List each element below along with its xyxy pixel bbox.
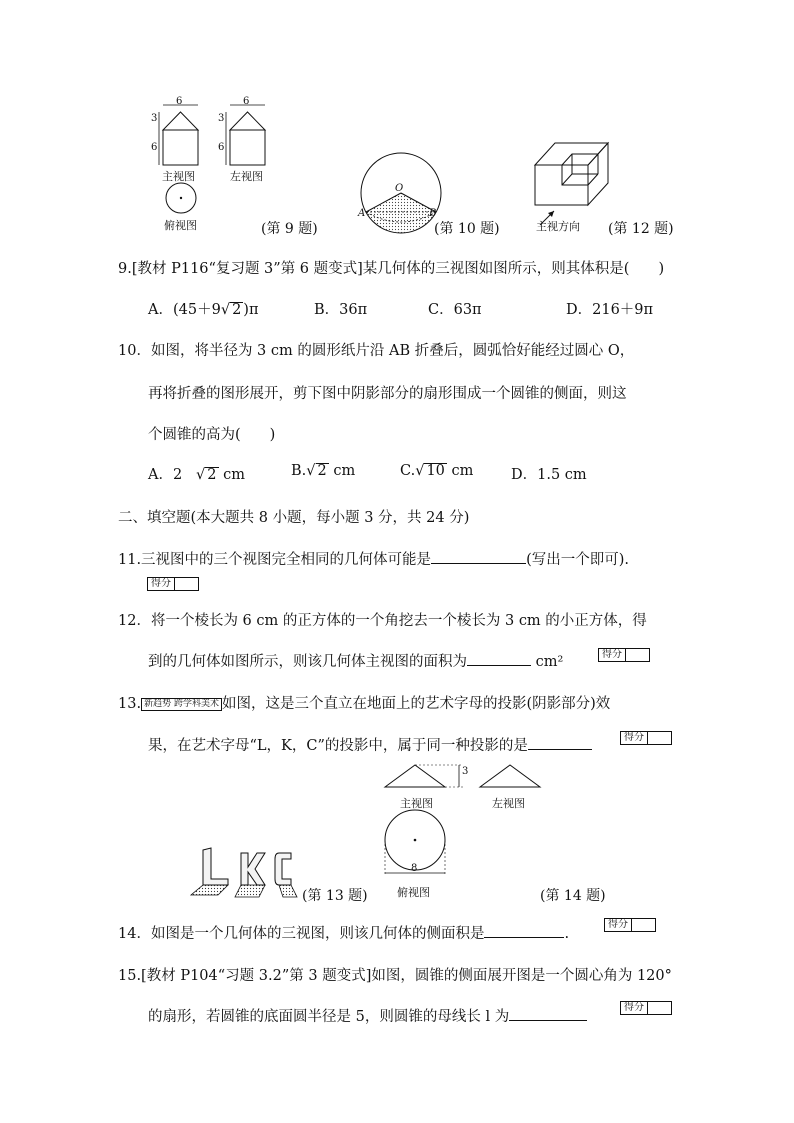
sqrt-symbol: √ [220,302,231,318]
q15-line-2-pre: 的扇形，若圆锥的底面圆半径是 5，则圆锥的母线长 l 为 [148,1009,510,1025]
q11-text-pre: 11.三视图中的三个视图完全相同的几何体可能是 [118,552,432,568]
q10-point-O: O [395,183,404,194]
score-label: 得分 [621,732,648,744]
q11-answer-blank[interactable] [431,549,526,564]
sqrt-symbol: √ [415,463,425,479]
q12-line-2-pre: 到的几何体如图所示，则该几何体主视图的面积为 [148,654,467,670]
q14-top-view-label: 俯视图 [397,886,430,899]
q9-h2-label-1: 6 [151,142,158,153]
q10-option-c-post: cm [451,463,474,479]
q10-option-c [400,463,473,479]
q9-top-view-label: 俯视图 [164,219,197,232]
figure-q12 [530,135,615,230]
q9-width-label-2: 6 [243,96,250,107]
q10-figure-caption: (第 10 题) [434,221,500,237]
q10-option-a-post: cm [223,467,245,483]
q12-figure-caption: (第 12 题) [608,221,674,237]
q13-line-2-pre: 果，在艺术字母“L，K，C”的投影中，属于同一种投影的是 [148,738,528,754]
q10-option-c-pre: C. [400,463,416,479]
score-label: 得分 [605,919,632,931]
q10-point-B: B [429,208,437,219]
q10-option-b-post: cm [333,463,356,479]
q9-option-a-post: )π [243,302,259,318]
q15-line-2 [148,1005,587,1026]
q9-option-c: C．63π [428,302,482,318]
q13-badge [141,698,222,711]
q9-front-view-label: 主视图 [162,170,195,183]
q11-text-post: (写出一个即可). [526,552,629,568]
q10-option-a [148,463,245,484]
q14-answer-blank[interactable] [484,923,564,938]
q13-answer-blank[interactable] [528,735,592,750]
q10-option-b-radicand: 2 [317,463,327,479]
q14-score-box[interactable] [604,918,656,932]
q13-line-1 [118,692,610,713]
q11-text [118,548,629,569]
q12-line-2 [148,650,563,671]
q10-line-1: 10．如图，将半径为 3 cm 的圆形纸片沿 AB 折叠后，圆弧恰好能经过圆心 O， [118,343,635,359]
q13-score-box[interactable] [620,731,672,745]
score-label: 得分 [621,1002,648,1014]
q10-option-b [291,463,355,479]
q14-text [118,922,569,943]
q14-figure-caption: (第 14 题) [540,888,606,904]
q14-text-post: . [564,926,570,942]
q10-line-3: 个圆锥的高为( ) [148,427,276,443]
q13-number: 13. [118,696,142,712]
sqrt-symbol: √ [196,467,206,483]
q12-score-box[interactable] [598,648,650,662]
q9-left-view-label: 左视图 [230,170,263,183]
q12-line-1: 12．将一个棱长为 6 cm 的正方体的一个角挖去一个棱长为 3 cm 的小正方体，得 [118,613,647,629]
q13-line-1-text: 如图，这是三个直立在地面上的艺术字母的投影(阴影部分)效 [221,696,611,712]
section-2-heading: 二、填空题(本大题共 8 小题，每小题 3 分，共 24 分) [118,510,470,526]
q14-height-label: 3 [462,766,469,777]
q10-option-a-pre: A．2 [148,467,183,483]
q13-line-2 [148,734,592,755]
q15-answer-blank[interactable] [509,1006,587,1021]
q11-score-box[interactable] [147,577,199,591]
q9-h2-label-2: 6 [218,142,225,153]
q9-figure-caption: (第 9 题) [261,221,318,237]
q9-h1-label-1: 3 [151,113,158,124]
q9-h1-label-2: 3 [218,113,225,124]
q9-option-d: D．216＋9π [566,302,654,318]
q14-left-view-label: 左视图 [492,797,525,810]
q14-text-pre: 14．如图是一个几何体的三视图，则该几何体的侧面积是 [118,926,485,942]
figure-q13 [183,845,308,900]
q10-option-c-radicand: 10 [426,463,445,479]
score-label: 得分 [148,578,175,590]
q14-diameter-label: 8 [411,863,418,874]
q13-figure-caption: (第 13 题) [302,888,368,904]
q12-view-direction-label: 主视方向 [536,220,580,233]
q10-line-2: 再将折叠的图形展开，剪下图中阴影部分的扇形围成一个圆锥的侧面，则这 [148,386,627,402]
score-label: 得分 [599,649,626,661]
sqrt-symbol: √ [306,463,316,479]
q10-option-a-radicand: 2 [207,467,217,483]
q9-width-label-1: 6 [176,96,183,107]
q12-answer-blank[interactable] [467,651,531,666]
q10-point-A: A [358,208,366,219]
figure-q9 [150,95,280,235]
q12-unit: cm² [535,654,564,670]
q13-badge-subject: 跨学科美术 [173,698,219,709]
q9-option-b: B．36π [314,302,368,318]
q10-option-d: D．1.5 cm [511,467,587,483]
q9-option-a [148,298,258,319]
q9-stem: 9.[教材 P116“复习题 3”第 6 题变式]某几何体的三视图如图所示，则其体积是( ) [118,261,665,277]
q13-badge-trend: 新趋势 [144,698,172,709]
q9-option-a-pre: A．(45＋9 [148,302,221,318]
q14-front-view-label: 主视图 [400,797,433,810]
q15-score-box[interactable] [620,1001,672,1015]
q15-line-1: 15.[教材 P104“习题 3.2”第 3 题变式]如图，圆锥的侧面展开图是一个圆心角为 120° [118,968,672,984]
q9-option-a-radicand: 2 [232,302,242,318]
q10-option-b-pre: B. [291,463,307,479]
